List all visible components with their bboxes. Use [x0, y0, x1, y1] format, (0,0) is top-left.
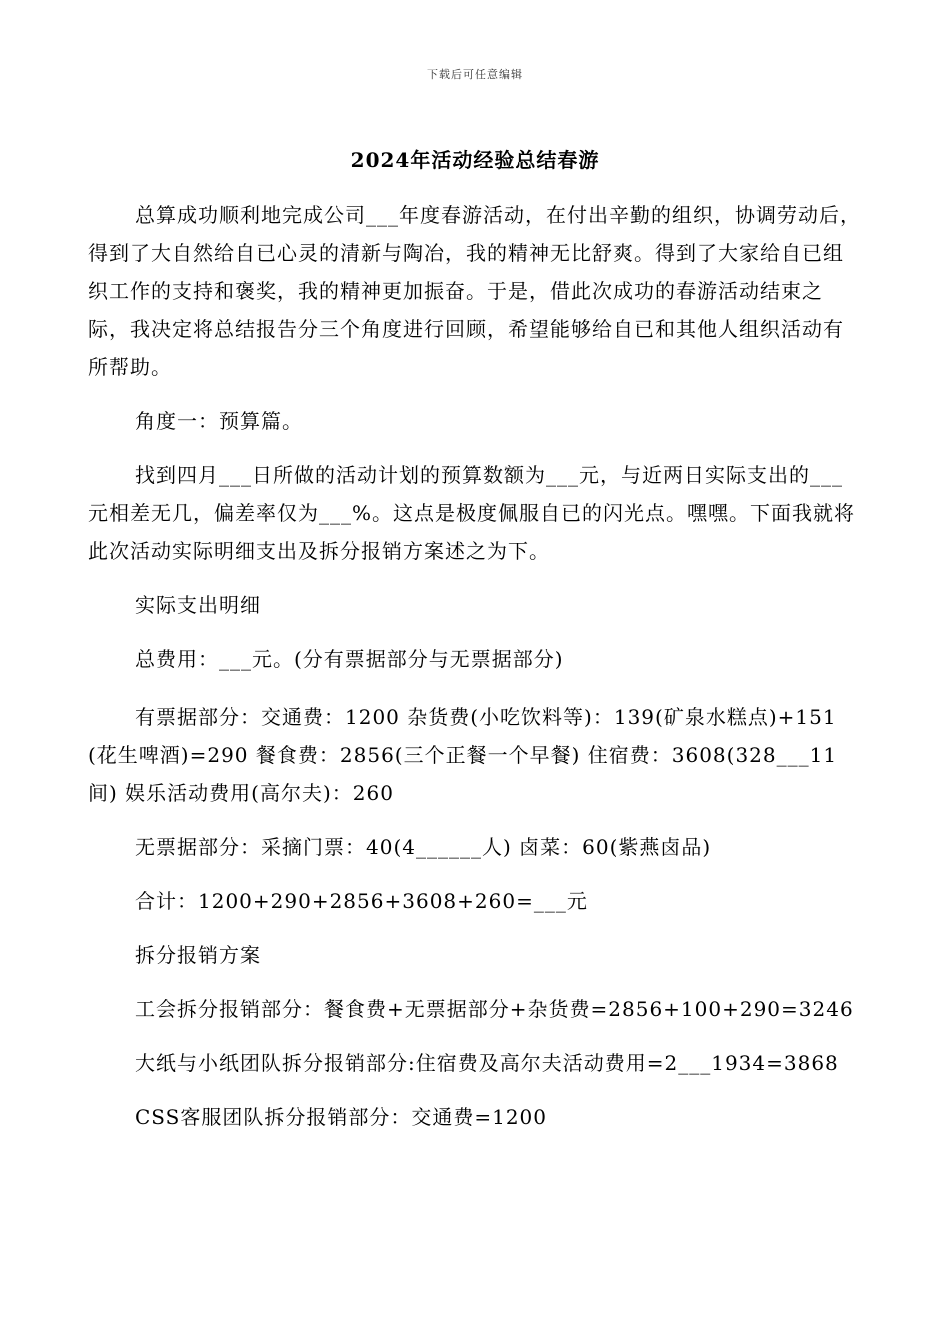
union-reimbursement-line: 工会拆分报销部分：餐食费+无票据部分+杂货费=2856+100+290=3246	[135, 997, 854, 1021]
no-receipt-items-line: 无票据部分：采摘门票：40(4______人) 卤菜：60(紫燕卤品)	[135, 835, 712, 859]
section-heading-budget: 角度一：预算篇。	[135, 409, 303, 433]
intro-paragraph: 总算成功顺利地完成公司___年度春游活动，在付出辛勤的组织，协调劳动后，得到了大自然给自已心灵的清新与陶冶，我的精神无比舒爽。得到了大家给自已组织工作的支持和褒奖，我的精神更加振奋。于是，借此次成功的春游活动结束之际，我决定将总结报告分三个角度进行回顾，希望能够给自已和其他人组织活动有所帮助。	[88, 203, 861, 379]
budget-paragraph: 找到四月___日所做的活动计划的预算数额为___元，与近两日实际支出的___元相差无几，偏差率仅为___%。这点是极度佩服自已的闪光点。嘿嘿。下面我就将此次活动实际明细支出及拆分报销方案述之为下。	[88, 463, 856, 563]
reimbursement-plan-heading: 拆分报销方案	[135, 943, 261, 967]
expense-detail-heading: 实际支出明细	[135, 593, 261, 617]
document-body	[88, 196, 862, 1136]
document-title: 2024年活动经验总结春游	[350, 148, 600, 172]
sum-line: 合计：1200+290+2856+3608+260=___元	[135, 889, 588, 913]
header-note: 下载后可任意编辑	[427, 68, 523, 81]
receipt-items-paragraph: 有票据部分：交通费：1200 杂货费(小吃饮料等)：139(矿泉水糕点)+151(花生啤酒)=290 餐食费：2856(三个正餐一个早餐) 住宿费：3608(328___11间) 娱乐活动费用(高尔夫)：260	[88, 705, 838, 805]
css-team-reimbursement-line: CSS客服团队拆分报销部分：交通费=1200	[135, 1105, 548, 1129]
team-reimbursement-line: 大纸与小纸团队拆分报销部分:住宿费及高尔夫活动费用=2___1934=3868	[135, 1051, 839, 1075]
total-cost-line: 总费用：___元。(分有票据部分与无票据部分)	[135, 647, 564, 671]
